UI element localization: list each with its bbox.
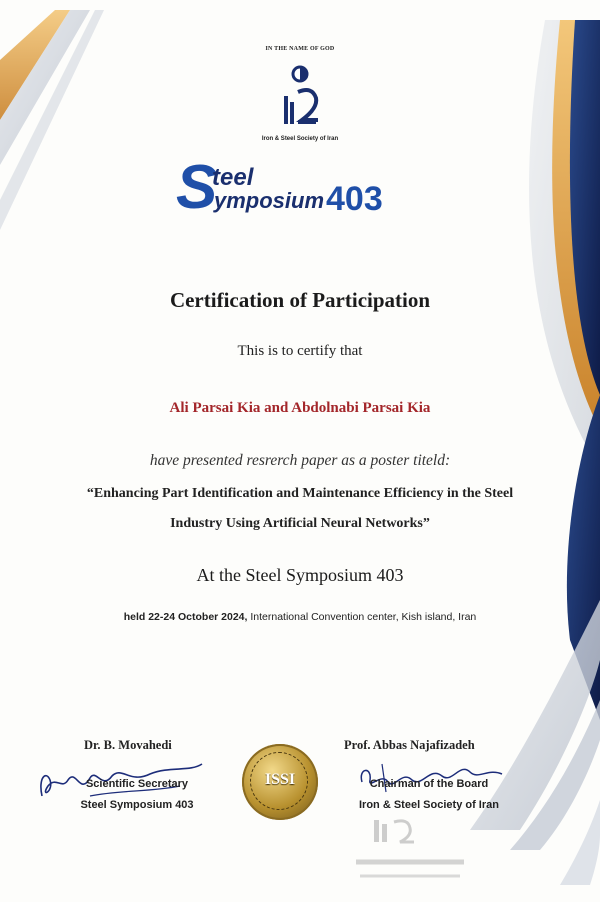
left-signatory-role-2: Steel Symposium 403 (80, 799, 194, 811)
left-signatory-role-1: Scientific Secretary (85, 778, 189, 790)
right-signatory-role-2: Iron & Steel Society of Iran (359, 799, 499, 811)
right-signatory-role-1: Chairman of the Board (369, 778, 489, 790)
society-watermark-stamp-icon (350, 816, 470, 886)
logo-word-steel: teel (212, 164, 254, 191)
held-location: International Convention center, Kish island, Iran (247, 611, 477, 623)
certify-line: This is to certify that (237, 343, 363, 359)
held-line (0, 611, 600, 623)
seal-text: ISSI (264, 771, 296, 788)
venue-line: At the Steel Symposium 403 (196, 565, 404, 585)
presented-line: have presented resrerch paper as a poster titeld: (149, 452, 451, 469)
logo-word-symposium: ymposium (214, 188, 325, 213)
held-dates: held 22-24 October 2024, (123, 611, 248, 623)
recipient-names: Ali Parsai Kia and Abdolnabi Parsai Kia (169, 400, 431, 416)
left-signatory-name: Dr. B. Movahedi (84, 738, 172, 752)
iron-steel-society-logo-icon (276, 62, 324, 134)
right-signatory-name: Prof. Abbas Najafizadeh (344, 738, 475, 752)
logo-big-s: S (176, 153, 218, 222)
logo-number: 403 (326, 180, 383, 218)
paper-title-line-2: Industry Using Artificial Neural Networks” (170, 516, 430, 531)
symposium-logo (176, 153, 416, 228)
invocation-text: IN THE NAME OF GOD (265, 46, 335, 52)
society-name-under-logo: Iron & Steel Society of Iran (261, 136, 339, 142)
paper-title-line-1: “Enhancing Part Identification and Maintenance Efficiency in the Steel (86, 486, 514, 501)
certificate-title: Certification of Participation (169, 288, 431, 312)
issi-seal (242, 744, 318, 820)
right-handwritten-signature-icon (352, 752, 512, 802)
